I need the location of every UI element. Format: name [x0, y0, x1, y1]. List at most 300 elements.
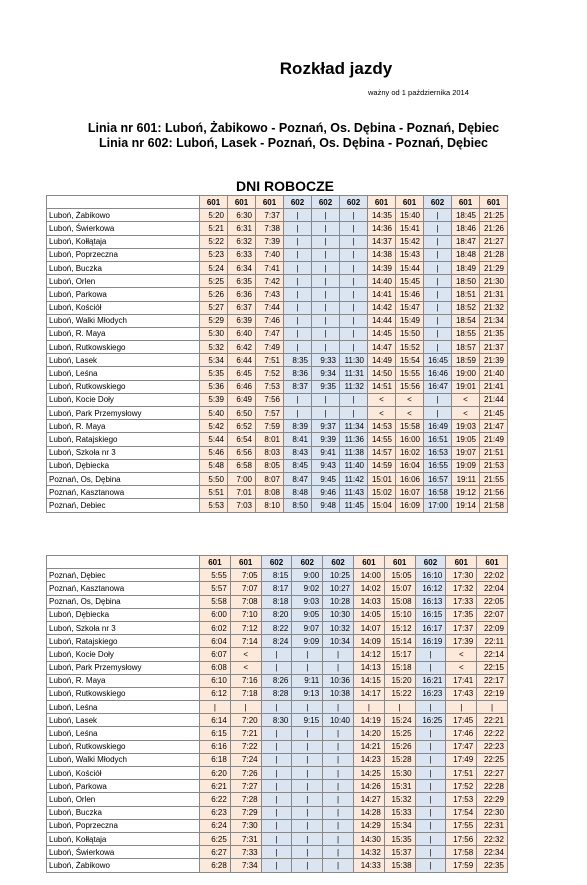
departure-time: 16:15: [415, 608, 446, 621]
table-row: [47, 420, 508, 433]
departure-time: 15:08: [384, 595, 415, 608]
departure-time: |: [323, 832, 354, 845]
departure-time: 17:35: [446, 608, 477, 621]
line-number-header: 602: [312, 196, 340, 209]
departure-time: |: [284, 275, 312, 288]
departure-time: 9:03: [292, 595, 323, 608]
table-row: [47, 819, 508, 832]
departure-time: |: [312, 235, 340, 248]
departure-time: |: [415, 753, 446, 766]
departure-time: 7:08: [230, 595, 261, 608]
departure-time: 5:23: [200, 248, 228, 261]
departure-time: 5:24: [200, 261, 228, 274]
departure-time: 8:10: [256, 499, 284, 512]
departure-time: |: [323, 819, 354, 832]
table-row: [47, 261, 508, 274]
stop-name: Luboń, Kołłątaja: [47, 235, 200, 248]
departure-time: |: [340, 301, 368, 314]
table-row: [47, 621, 508, 634]
departure-time: |: [292, 780, 323, 793]
departure-time: 21:49: [480, 433, 508, 446]
departure-time: <: [452, 393, 480, 406]
departure-time: 22:02: [477, 569, 508, 582]
departure-time: 5:27: [200, 301, 228, 314]
departure-time: |: [424, 288, 452, 301]
departure-time: 11:32: [340, 380, 368, 393]
departure-time: 14:27: [353, 793, 384, 806]
departure-time: 14:57: [368, 446, 396, 459]
departure-time: 22:28: [477, 780, 508, 793]
departure-time: 15:50: [396, 327, 424, 340]
departure-time: |: [415, 832, 446, 845]
departure-time: 15:25: [384, 727, 415, 740]
departure-time: |: [415, 740, 446, 753]
departure-time: |: [323, 661, 354, 674]
departure-time: 11:34: [340, 420, 368, 433]
departure-time: 15:37: [384, 846, 415, 859]
departure-time: 21:55: [480, 472, 508, 485]
stop-name: Luboń, Dębiecka: [47, 459, 200, 472]
departure-time: 16:09: [396, 499, 424, 512]
table-row: [47, 595, 508, 608]
departure-time: 17:46: [446, 727, 477, 740]
stop-name: Luboń, Walki Młodych: [47, 314, 200, 327]
departure-time: 8:50: [284, 499, 312, 512]
stop-name: Luboń, Leśna: [47, 367, 200, 380]
table-row: [47, 859, 508, 872]
departure-time: 22:17: [477, 674, 508, 687]
departure-time: 22:14: [477, 648, 508, 661]
departure-time: 15:26: [384, 740, 415, 753]
departure-time: |: [415, 661, 446, 674]
departure-time: 5:51: [200, 486, 228, 499]
departure-time: 7:47: [256, 327, 284, 340]
stop-name: Poznań, Os, Dębina: [47, 595, 200, 608]
departure-time: 17:39: [446, 635, 477, 648]
table-row: [47, 486, 508, 499]
stop-name: Luboń, Rutkowskiego: [47, 687, 200, 700]
stop-name: Luboń, Parkowa: [47, 288, 200, 301]
departure-time: |: [384, 701, 415, 714]
departure-time: 16:10: [415, 569, 446, 582]
departure-time: <: [446, 661, 477, 674]
departure-time: 16:02: [396, 446, 424, 459]
departure-time: 16:06: [396, 472, 424, 485]
departure-time: |: [261, 661, 292, 674]
departure-time: 7:53: [256, 380, 284, 393]
departure-time: 6:25: [200, 832, 231, 845]
stop-name: Luboń, Orlen: [47, 275, 200, 288]
departure-time: 21:26: [480, 222, 508, 235]
header-stop-blank: [47, 196, 200, 209]
departure-time: |: [312, 248, 340, 261]
departure-time: |: [261, 832, 292, 845]
departure-time: 8:01: [256, 433, 284, 446]
page-title: Rozkład jazdy: [279, 59, 393, 78]
departure-time: 8:28: [261, 687, 292, 700]
departure-time: 6:45: [228, 367, 256, 380]
departure-time: 17:45: [446, 714, 477, 727]
departure-time: |: [340, 288, 368, 301]
departure-time: 14:45: [368, 327, 396, 340]
stop-name: Luboń, Rutkowskiego: [47, 740, 200, 753]
departure-time: 7:44: [256, 301, 284, 314]
departure-time: 19:00: [452, 367, 480, 380]
departure-time: |: [284, 393, 312, 406]
departure-time: <: [446, 648, 477, 661]
departure-time: 6:21: [200, 780, 231, 793]
stop-name: Luboń, Walki Młodych: [47, 753, 200, 766]
departure-time: 17:53: [446, 793, 477, 806]
departure-time: 16:47: [424, 380, 452, 393]
departure-time: 18:55: [452, 327, 480, 340]
departure-time: |: [312, 314, 340, 327]
table-row: [47, 806, 508, 819]
departure-time: 8:36: [284, 367, 312, 380]
departure-time: 6:08: [200, 661, 231, 674]
departure-time: 18:45: [452, 209, 480, 222]
departure-time: 11:36: [340, 433, 368, 446]
departure-time: 22:25: [477, 753, 508, 766]
departure-time: |: [323, 793, 354, 806]
departure-time: |: [261, 793, 292, 806]
departure-time: 7:34: [230, 859, 261, 872]
departure-time: 14:36: [368, 222, 396, 235]
departure-time: 14:25: [353, 767, 384, 780]
departure-time: 16:12: [415, 582, 446, 595]
line-number-header: 601: [228, 196, 256, 209]
departure-time: |: [340, 209, 368, 222]
departure-time: |: [292, 648, 323, 661]
table-row: [47, 499, 508, 512]
departure-time: 5:44: [200, 433, 228, 446]
departure-time: 7:33: [230, 846, 261, 859]
departure-time: 15:22: [384, 687, 415, 700]
table-row: [47, 832, 508, 845]
departure-time: 8:15: [261, 569, 292, 582]
departure-time: |: [415, 701, 446, 714]
departure-time: |: [446, 701, 477, 714]
departure-time: 9:43: [312, 459, 340, 472]
departure-time: 14:33: [353, 859, 384, 872]
departure-time: 6:36: [228, 288, 256, 301]
departure-time: |: [415, 806, 446, 819]
departure-time: 8:48: [284, 486, 312, 499]
departure-time: 8:05: [256, 459, 284, 472]
departure-time: 6:58: [228, 459, 256, 472]
departure-time: 15:58: [396, 420, 424, 433]
departure-time: |: [323, 767, 354, 780]
departure-time: |: [415, 767, 446, 780]
departure-time: 15:33: [384, 806, 415, 819]
line-number-header: 601: [368, 196, 396, 209]
table-row: [47, 648, 508, 661]
departure-time: 15:43: [396, 248, 424, 261]
departure-time: 15:45: [396, 275, 424, 288]
line-number-header: 601: [396, 196, 424, 209]
departure-time: |: [323, 859, 354, 872]
departure-time: 21:45: [480, 407, 508, 420]
departure-time: 22:34: [477, 846, 508, 859]
departure-time: |: [284, 301, 312, 314]
departure-time: |: [312, 301, 340, 314]
departure-time: 14:12: [353, 648, 384, 661]
stop-name: Poznań, Os, Dębina: [47, 472, 200, 485]
departure-time: 19:07: [452, 446, 480, 459]
departure-time: 6:27: [200, 846, 231, 859]
departure-time: 9:00: [292, 569, 323, 582]
departure-time: 5:46: [200, 446, 228, 459]
departure-time: 6:35: [228, 275, 256, 288]
departure-time: 5:42: [200, 420, 228, 433]
departure-time: 14:50: [368, 367, 396, 380]
departure-time: 6:14: [200, 714, 231, 727]
departure-time: 6:46: [228, 380, 256, 393]
table-row: [47, 714, 508, 727]
departure-time: 21:44: [480, 393, 508, 406]
departure-time: 5:53: [200, 499, 228, 512]
departure-time: 15:12: [384, 621, 415, 634]
departure-time: 22:29: [477, 793, 508, 806]
stop-name: Luboń, R. Maya: [47, 420, 200, 433]
departure-time: 10:40: [323, 714, 354, 727]
departure-time: 5:25: [200, 275, 228, 288]
departure-time: 8:26: [261, 674, 292, 687]
departure-time: 7:42: [256, 275, 284, 288]
table-row: [47, 380, 508, 393]
departure-time: 9:35: [312, 380, 340, 393]
departure-time: 8:07: [256, 472, 284, 485]
departure-time: |: [340, 222, 368, 235]
stop-name: Luboń, Rutkowskiego: [47, 380, 200, 393]
departure-time: 18:54: [452, 314, 480, 327]
stop-name: Luboń, Szkoła nr 3: [47, 446, 200, 459]
departure-time: 6:24: [200, 819, 231, 832]
departure-time: 15:02: [368, 486, 396, 499]
table-row: [47, 327, 508, 340]
timetable-to-poznan: [46, 195, 508, 513]
departure-time: 6:49: [228, 393, 256, 406]
departure-time: |: [424, 261, 452, 274]
departure-time: 15:05: [384, 569, 415, 582]
departure-time: 15:44: [396, 261, 424, 274]
departure-time: |: [292, 846, 323, 859]
departure-time: |: [424, 222, 452, 235]
departure-time: 6:23: [200, 806, 231, 819]
departure-time: |: [424, 301, 452, 314]
departure-time: 14:38: [368, 248, 396, 261]
departure-time: 15:41: [396, 222, 424, 235]
departure-time: 8:24: [261, 635, 292, 648]
departure-time: 17:47: [446, 740, 477, 753]
departure-time: 10:34: [323, 635, 354, 648]
departure-time: |: [292, 819, 323, 832]
departure-time: 21:51: [480, 446, 508, 459]
departure-time: |: [312, 209, 340, 222]
table-row: [47, 793, 508, 806]
departure-time: 21:34: [480, 314, 508, 327]
departure-time: 7:22: [230, 740, 261, 753]
table-row: [47, 407, 508, 420]
departure-time: 18:49: [452, 261, 480, 274]
departure-time: 15:20: [384, 674, 415, 687]
departure-time: 21:39: [480, 354, 508, 367]
departure-time: 21:47: [480, 420, 508, 433]
table-row: [47, 846, 508, 859]
departure-time: 10:27: [323, 582, 354, 595]
departure-time: |: [323, 753, 354, 766]
departure-time: 14:28: [353, 806, 384, 819]
departure-time: 17:54: [446, 806, 477, 819]
departure-time: 11:42: [340, 472, 368, 485]
departure-time: 11:31: [340, 367, 368, 380]
departure-time: 8:03: [256, 446, 284, 459]
departure-time: 6:40: [228, 327, 256, 340]
departure-time: 6:39: [228, 314, 256, 327]
departure-time: 7:16: [230, 674, 261, 687]
departure-time: 7:01: [228, 486, 256, 499]
departure-time: |: [261, 819, 292, 832]
departure-time: 16:07: [396, 486, 424, 499]
departure-time: 18:51: [452, 288, 480, 301]
stop-name: Luboń, Orlen: [47, 793, 200, 806]
line-number-header: 601: [477, 556, 508, 569]
departure-time: 15:31: [384, 780, 415, 793]
departure-time: |: [284, 222, 312, 235]
departure-time: 7:27: [230, 780, 261, 793]
departure-time: 7:18: [230, 687, 261, 700]
departure-time: 22:04: [477, 582, 508, 595]
departure-time: 8:45: [284, 459, 312, 472]
table-row: [47, 288, 508, 301]
departure-time: |: [340, 327, 368, 340]
departure-time: 16:00: [396, 433, 424, 446]
line-number-header: 602: [284, 196, 312, 209]
departure-time: 15:10: [384, 608, 415, 621]
departure-time: 6:56: [228, 446, 256, 459]
departure-time: 14:44: [368, 314, 396, 327]
departure-time: 19:11: [452, 472, 480, 485]
line-602-route: Linia nr 602: Luboń, Lasek - Poznań, Os. Dębina - Poznań, Dębiec: [99, 136, 488, 150]
departure-time: 16:45: [424, 354, 452, 367]
departure-time: |: [312, 341, 340, 354]
departure-time: 16:49: [424, 420, 452, 433]
departure-time: 15:18: [384, 661, 415, 674]
departure-time: |: [424, 248, 452, 261]
departure-time: |: [323, 740, 354, 753]
line-601-route: Linia nr 601: Luboń, Żabikowo - Poznań, Os. Dębina - Poznań, Dębiec: [87, 121, 500, 135]
departure-time: 6:34: [228, 261, 256, 274]
departure-time: 9:09: [292, 635, 323, 648]
header-stop-blank: [47, 556, 200, 569]
departure-time: 14:09: [353, 635, 384, 648]
departure-time: 19:14: [452, 499, 480, 512]
departure-time: 15:35: [384, 832, 415, 845]
departure-time: 6:15: [200, 727, 231, 740]
departure-time: 18:46: [452, 222, 480, 235]
departure-time: 17:37: [446, 621, 477, 634]
departure-time: 5:21: [200, 222, 228, 235]
stop-name: Luboń, Rutkowskiego: [47, 341, 200, 354]
departure-time: 7:21: [230, 727, 261, 740]
departure-time: |: [340, 248, 368, 261]
departure-time: 6:54: [228, 433, 256, 446]
departure-time: 8:17: [261, 582, 292, 595]
departure-time: 9:48: [312, 499, 340, 512]
departure-time: 7:00: [228, 472, 256, 485]
departure-time: 5:36: [200, 380, 228, 393]
departure-time: 15:01: [368, 472, 396, 485]
departure-time: 7:24: [230, 753, 261, 766]
departure-time: |: [261, 806, 292, 819]
table-row: [47, 701, 508, 714]
departure-time: 6:20: [200, 767, 231, 780]
departure-time: 9:37: [312, 420, 340, 433]
table-row: [47, 687, 508, 700]
departure-time: 10:25: [323, 569, 354, 582]
departure-time: |: [424, 209, 452, 222]
stop-name: Poznań, Debiec: [47, 499, 200, 512]
departure-time: 17:49: [446, 753, 477, 766]
departure-time: 14:02: [353, 582, 384, 595]
departure-time: 22:27: [477, 767, 508, 780]
line-number-header: 601: [353, 556, 384, 569]
line-number-header: 601: [446, 556, 477, 569]
stop-name: Poznań, Dębiec: [47, 569, 200, 582]
departure-time: 22:19: [477, 687, 508, 700]
departure-time: 5:55: [200, 569, 231, 582]
stop-name: Luboń, Żabikowo: [47, 859, 200, 872]
departure-time: |: [415, 780, 446, 793]
departure-time: 21:31: [480, 288, 508, 301]
departure-time: |: [261, 648, 292, 661]
departure-time: |: [261, 859, 292, 872]
departure-time: 8:22: [261, 621, 292, 634]
departure-time: 18:50: [452, 275, 480, 288]
departure-time: 15:30: [384, 767, 415, 780]
table-row: [47, 222, 508, 235]
departure-time: 14:40: [368, 275, 396, 288]
departure-time: 17:43: [446, 687, 477, 700]
departure-time: 8:43: [284, 446, 312, 459]
departure-time: 17:00: [424, 499, 452, 512]
departure-time: 14:37: [368, 235, 396, 248]
departure-time: 8:35: [284, 354, 312, 367]
departure-time: 6:10: [200, 674, 231, 687]
departure-time: 9:05: [292, 608, 323, 621]
table-row: [47, 674, 508, 687]
departure-time: 21:27: [480, 235, 508, 248]
departure-time: 11:45: [340, 499, 368, 512]
stop-name: Luboń, Kocie Doły: [47, 648, 200, 661]
departure-time: |: [284, 341, 312, 354]
table-row: [47, 341, 508, 354]
line-number-header: 601: [452, 196, 480, 209]
departure-time: 7:52: [256, 367, 284, 380]
departure-time: 9:02: [292, 582, 323, 595]
departure-time: 14:13: [353, 661, 384, 674]
departure-time: 14:53: [368, 420, 396, 433]
stop-name: Luboń, Kościół: [47, 767, 200, 780]
stop-name: Luboń, Park Przemysłowy: [47, 661, 200, 674]
departure-time: 9:39: [312, 433, 340, 446]
departure-time: |: [284, 248, 312, 261]
stop-name: Luboń, Świerkowa: [47, 846, 200, 859]
departure-time: 14:55: [368, 433, 396, 446]
departure-time: 7:14: [230, 635, 261, 648]
departure-time: 7:07: [230, 582, 261, 595]
departure-time: 22:31: [477, 819, 508, 832]
